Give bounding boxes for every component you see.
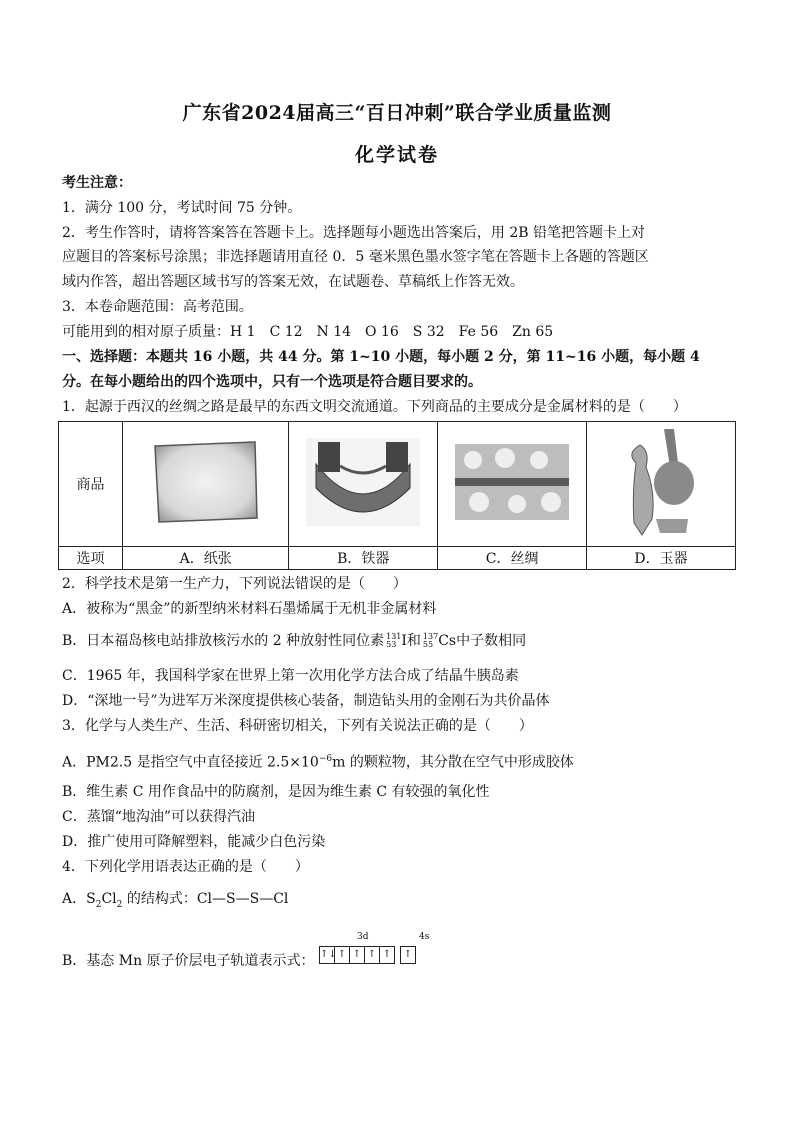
cesium-nuclide bbox=[423, 633, 438, 649]
q2-option-c: C．1965 年，我国科学家在世界上第一次用化学方法合成了结晶牛胰岛素 bbox=[62, 668, 519, 684]
section-1-line-2: 分。在每小题给出的四个选项中，只有一个选项是符合题目要求的。 bbox=[62, 374, 482, 390]
orbital-diagram bbox=[319, 946, 415, 964]
notice-heading: 考生注意： bbox=[62, 175, 132, 191]
orbital-box: ↑ bbox=[400, 946, 416, 964]
q3-option-a bbox=[62, 750, 574, 772]
orbital-3d-label: 3d bbox=[357, 932, 369, 942]
q3-option-b: B．维生素 C 用作食品中的防腐剂，是因为维生素 C 有较强的氧化性 bbox=[62, 784, 490, 800]
orbital-box: ↑ bbox=[379, 946, 395, 964]
goods-image-jade bbox=[587, 422, 736, 547]
q3-option-c: C．蒸馏“地沟油”可以获得汽油 bbox=[62, 809, 256, 825]
orbital-box: ↑ bbox=[334, 946, 350, 964]
goods-image-silk bbox=[438, 422, 587, 547]
orbital-box: ↑ bbox=[349, 946, 365, 964]
q2-b-and: 和 bbox=[406, 633, 421, 649]
q3-option-d: D．推广使用可降解塑料，能减少白色污染 bbox=[62, 834, 326, 850]
q4-option-b bbox=[62, 949, 415, 970]
q3-stem: 3．化学与人类生产、生活、科研密切相关，下列有关说法正确的是（ ） bbox=[62, 718, 533, 734]
q4-b-text: B．基态 Mn 原子价层电子轨道表示式： bbox=[62, 953, 315, 969]
jade-image bbox=[616, 423, 706, 541]
iodine-symbol: I bbox=[401, 633, 407, 649]
q4-option-a bbox=[62, 890, 288, 914]
section-1-line-1: 一、选择题：本题共 16 小题，共 44 分。第 1~10 小题，每小题 2 分，第 11~16 小题，每小题 4 bbox=[62, 349, 700, 365]
iodine-mass: 131 bbox=[386, 632, 402, 641]
notice-item-2-cont: 应题目的答案标号涂黑；非选择题请用直径 0．5 毫米黑色墨水签字笔在答题卡上各题的答题区 bbox=[62, 249, 649, 265]
q2-stem: 2．科学技术是第一生产力，下列说法错误的是（ ） bbox=[62, 576, 407, 592]
q3-a-post: m 的颗粒物，其分散在空气中形成胶体 bbox=[332, 754, 574, 771]
q2-option-d: D．“深地一号”为进军万米深度提供核心装备，制造钻头用的金刚石为共价晶体 bbox=[62, 693, 550, 709]
q2-option-a: A．被称为“黑金”的新型纳米材料石墨烯属于无机非金属材料 bbox=[62, 601, 437, 617]
q2-b-pre: B．日本福岛核电站排放核污水的 2 种放射性同位素 bbox=[62, 633, 385, 649]
notice-item-1: 1．满分 100 分，考试时间 75 分钟。 bbox=[62, 200, 302, 216]
exam-title: 广东省2024届高三“百日冲刺”联合学业质量监测 bbox=[182, 102, 612, 124]
option-d: D．玉器 bbox=[587, 547, 736, 570]
goods-image-paper bbox=[123, 422, 289, 547]
q4-a-mid: Cl bbox=[101, 891, 117, 907]
iodine-nuclide bbox=[386, 633, 401, 649]
exam-subtitle: 化学试卷 bbox=[354, 144, 439, 166]
q2-option-b bbox=[62, 632, 526, 650]
q4-a-sub1: 2 bbox=[95, 899, 102, 910]
goods-image-iron bbox=[289, 422, 438, 547]
row-label-goods: 商品 bbox=[59, 422, 123, 547]
cesium-symbol: Cs bbox=[438, 633, 457, 649]
orbital-box: ↑ bbox=[364, 946, 380, 964]
q1-stem: 1．起源于西汉的丝绸之路是最早的东西文明交流通道。下列商品的主要成分是金属材料的是（ ） bbox=[62, 399, 687, 415]
atomic-masses: 可能用到的相对原子质量：H 1 C 12 N 14 O 16 S 32 Fe 56 Zn 65 bbox=[62, 324, 554, 340]
iron-image bbox=[304, 436, 422, 528]
q1-goods-table bbox=[58, 421, 736, 570]
orbital-4s-label: 4s bbox=[419, 932, 430, 942]
q2-b-post: 中子数相同 bbox=[456, 633, 527, 649]
orbital-box: ↑↓ bbox=[319, 946, 335, 964]
option-c: C．丝绸 bbox=[438, 547, 587, 570]
row-label-option: 选项 bbox=[59, 547, 123, 570]
silk-image bbox=[453, 442, 571, 522]
q4-stem: 4．下列化学用语表达正确的是（ ） bbox=[62, 859, 309, 875]
q3-a-exponent: −6 bbox=[318, 754, 333, 764]
notice-item-2-cont2: 域内作答，超出答题区域书写的答案无效，在试题卷、草稿纸上作答无效。 bbox=[62, 274, 524, 290]
q4-a-post: 的结构式：Cl—S—S—Cl bbox=[122, 891, 289, 907]
q4-a-sub2: 2 bbox=[116, 899, 123, 910]
notice-item-3: 3．本卷命题范围：高考范围。 bbox=[62, 299, 253, 315]
paper-image bbox=[151, 440, 261, 524]
option-a: A．纸张 bbox=[123, 547, 289, 570]
notice-item-2: 2．考生作答时，请将答案答在答题卡上。选择题每小题选出答案后，用 2B 铅笔把答题卡上对 bbox=[62, 225, 646, 241]
iodine-number: 53 bbox=[386, 640, 397, 649]
cesium-mass: 137 bbox=[422, 632, 439, 641]
cesium-number: 55 bbox=[422, 640, 434, 649]
q4-a-pre: A．S bbox=[62, 891, 96, 907]
option-b: B．铁器 bbox=[289, 547, 438, 570]
q3-a-pre: A．PM2.5 是指空气中直径接近 2.5×10 bbox=[62, 754, 319, 771]
